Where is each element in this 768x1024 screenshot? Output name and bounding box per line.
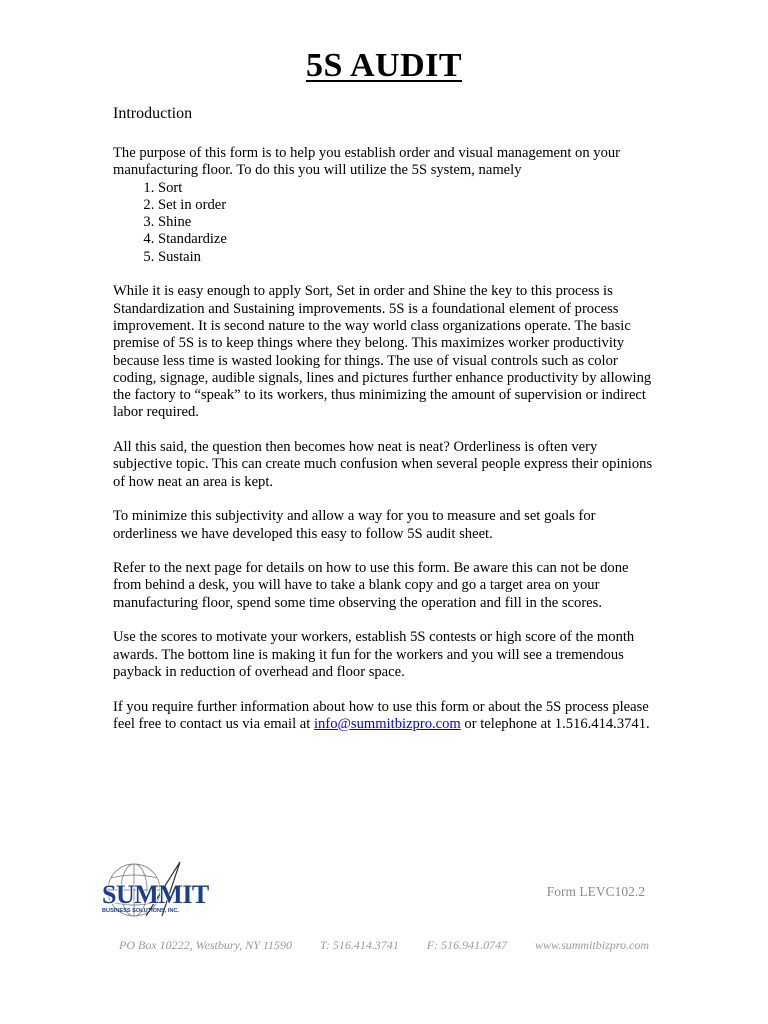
contact-text-after: or telephone at 1.516.414.3741. [460,715,650,732]
list-item: 2. Set in order [158,197,653,214]
paragraph-subjectivity: To minimize this subjectivity and allow a way for you to measure and set goals for orderliness we have developed this easy to follow 5S audit sheet. [113,508,596,542]
paragraph-motivation: Use the scores to motivate your workers, establish 5S contests or high score of the month awards. The bottom line is making it fun for the workers and you will see a tremendous payback in reduction of overhead and floor space. [113,629,635,680]
logo-name: SUMMIT [102,880,209,909]
contact-text-before: If you require further information about how to use this form or about the 5S process please feel free to contact us via email at [113,698,649,732]
logo-tagline: BUSINESS SOLUTIONS, INC. [102,908,180,914]
footer-fax: F: 516.941.0747 [426,938,508,952]
document-body [113,104,653,750]
list-item: 5. Sustain [158,249,653,266]
footer-website: www.summitbizpro.com [534,938,649,952]
paragraph-neatness: All this said, the question then becomes how neat is neat? Orderliness is often very subjective topic. This can create much confusion when several people express their opinions of how neat an area is kept. [113,439,653,490]
paragraph-instructions: Refer to the next page for details on how to use this form. Be aware this can not be done from behind a desk, you will have to take a blank copy and go a target area on your manufacturing floor, spend some time observing the operation and fill in the scores. [113,560,629,611]
footer [119,938,649,953]
paragraph-standardization: While it is easy enough to apply Sort, Set in order and Shine the key to this process is Standardization and Sustaining improvements. 5S is a foundational element of process improvement. It is second nature to the way world class organizations operate. The basic premise of 5S is to keep things where they belong. This maximizes worker productivity because less time is wasted looking for things. The use of visual controls such as color coding, signage, audible signals, lines and pictures further enhance productivity by allowing the factory to “speak” to its workers, thus minimizing the amount of supervision or indirect labor required. [113,283,652,421]
summit-logo [96,858,209,922]
form-number: Form LEVC102.2 [546,884,645,899]
intro-heading: Introduction [113,105,193,122]
paragraph-contact [113,699,653,734]
document-title-text: 5S AUDIT [305,47,463,84]
steps-list [113,180,653,266]
list-item: 1. Sort [158,180,653,197]
document-title [0,44,768,88]
intro-paragraph: The purpose of this form is to help you establish order and visual management on your manufacturing floor. To do this you will utilize the 5S system, namely [113,145,621,179]
footer-telephone: T: 516.414.3741 [319,938,399,952]
email-link[interactable]: info@summitbizpro.com [313,715,461,732]
footer-address: PO Box 10222, Westbury, NY 11590 [119,938,292,952]
list-item: 3. Shine [158,214,653,231]
list-item: 4. Standardize [158,231,653,248]
